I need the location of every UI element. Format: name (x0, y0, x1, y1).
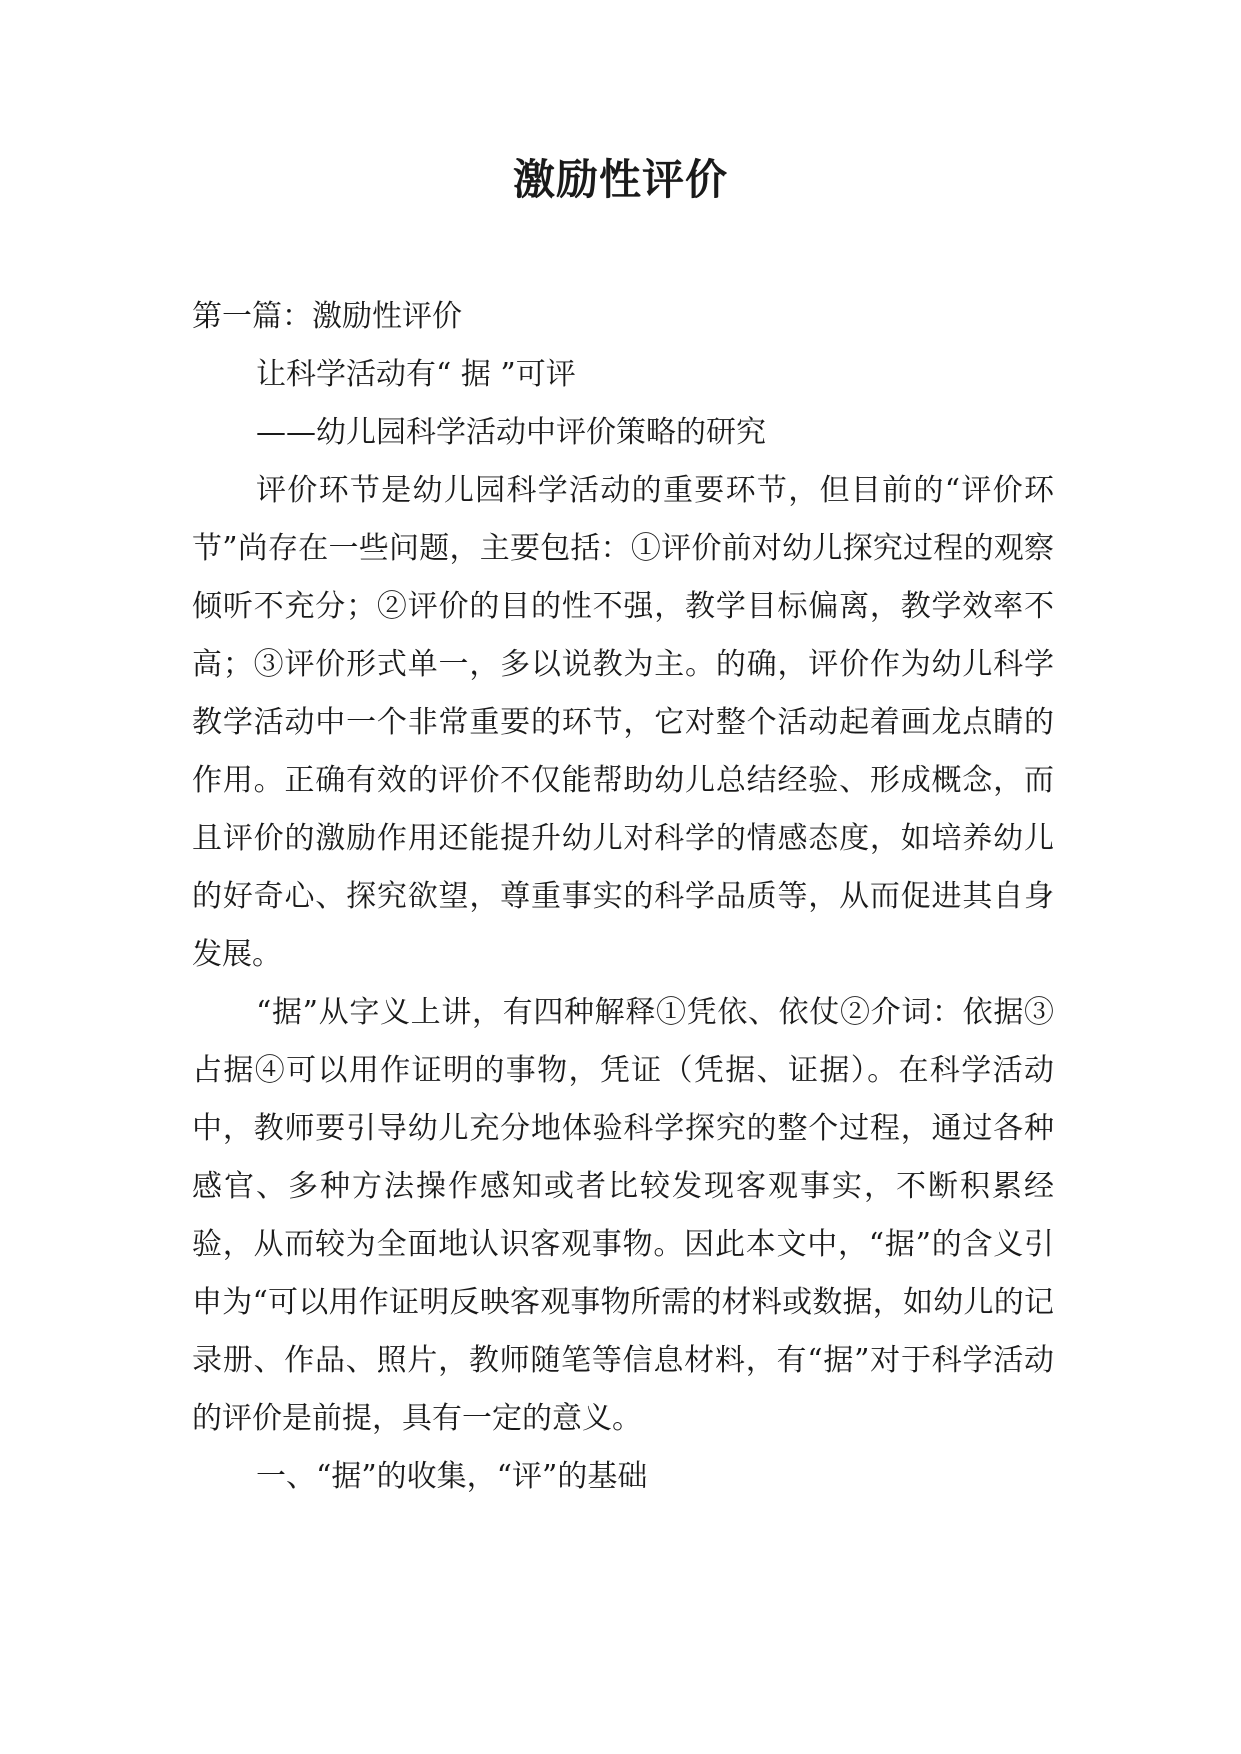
document-title: 激励性评价 (512, 155, 728, 204)
section-label: 第一篇：激励性评价 (192, 299, 462, 334)
article-subtitle: 让科学活动有“ 据 ”可评 (256, 357, 576, 392)
article-subheading: ——幼儿园科学活动中评价策略的研究 (256, 415, 766, 450)
paragraph-2: “据”从字义上讲，有四种解释①凭依、依仗②介词：依据③占据④可以用作证明的事物，凭证（凭据、证据）。在科学活动中，教师要引导幼儿充分地体验科学探究的整个过程，通过各种感官、多种方法操作感知或者比较发现客观事实，不断积累经验，从而较为全面地认识客观事物。因此本文中，“据”的含义引申为“可以用作证明反映客观事物所需的材料或数据，如幼儿的记录册、作品、照片，教师随笔等信息材料，有“据”对于科学活动的评价是前提，具有一定的意义。 (192, 995, 1054, 1436)
document-body (192, 288, 1054, 1506)
section-heading: 一、“据”的收集，“评”的基础 (256, 1459, 648, 1494)
paragraph-1: 评价环节是幼儿园科学活动的重要环节，但目前的“评价环节”尚存在一些问题，主要包括：①评价前对幼儿探究过程的观察倾听不充分；②评价的目的性不强，教学目标偏离，教学效率不高；③评价形式单一，多以说教为主。的确，评价作为幼儿科学教学活动中一个非常重要的环节，它对整个活动起着画龙点睛的作用。正确有效的评价不仅能帮助幼儿总结经验、形成概念，而且评价的激励作用还能提升幼儿对科学的情感态度，如培养幼儿的好奇心、探究欲望，尊重事实的科学品质等，从而促进其自身发展。 (192, 473, 1054, 972)
